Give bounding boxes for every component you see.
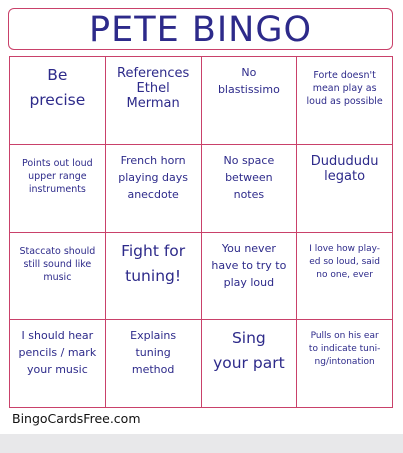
bingo-cell xyxy=(106,145,202,233)
cell-text: Be precise xyxy=(29,66,86,109)
cell-text: You never have to try to play loud xyxy=(211,241,287,289)
title-box xyxy=(8,8,393,50)
bingo-cell xyxy=(10,145,106,233)
cell-text: I love how play- ed so loud, said no one, ever xyxy=(309,243,381,280)
bingo-cell xyxy=(106,320,202,408)
cell-text: Explains tuning method xyxy=(130,329,177,377)
cell-text: Staccato should still sound like music xyxy=(19,245,96,283)
bingo-cell xyxy=(297,320,393,408)
card-title: PETE BINGO xyxy=(88,9,313,50)
bingo-cell xyxy=(10,57,106,145)
bingo-cell xyxy=(106,233,202,321)
cell-text: Fight for tuning! xyxy=(121,241,186,285)
bingo-cell xyxy=(297,145,393,233)
cell-text: Sing your part xyxy=(213,329,285,373)
cell-text: Forte doesn't mean play as loud as possible xyxy=(306,70,383,107)
cell-text: Pulls on his ear to indicate tuni- ng/intonation xyxy=(308,331,381,368)
cell-text: No space between notes xyxy=(223,153,275,201)
bingo-cell xyxy=(297,233,393,321)
bingo-cell xyxy=(202,320,298,408)
bingo-cell xyxy=(202,145,298,233)
cell-text: Points out loud upper range instruments xyxy=(22,157,93,195)
cell-text: I should hear pencils / mark your music xyxy=(18,329,97,377)
cell-text: French horn playing days anecdote xyxy=(118,153,188,201)
cell-text: Dudududu legato xyxy=(310,153,379,184)
bingo-cell xyxy=(202,57,298,145)
bingo-cell xyxy=(202,233,298,321)
footer-site-link[interactable]: BingoCardsFree.com xyxy=(12,411,141,426)
bingo-cell xyxy=(297,57,393,145)
bingo-grid xyxy=(9,56,393,408)
cell-text: References Ethel Merman xyxy=(117,66,190,111)
bingo-cell xyxy=(106,57,202,145)
bingo-cell xyxy=(10,320,106,408)
bingo-cell xyxy=(10,233,106,321)
cell-text: No blastissimo xyxy=(217,66,280,96)
